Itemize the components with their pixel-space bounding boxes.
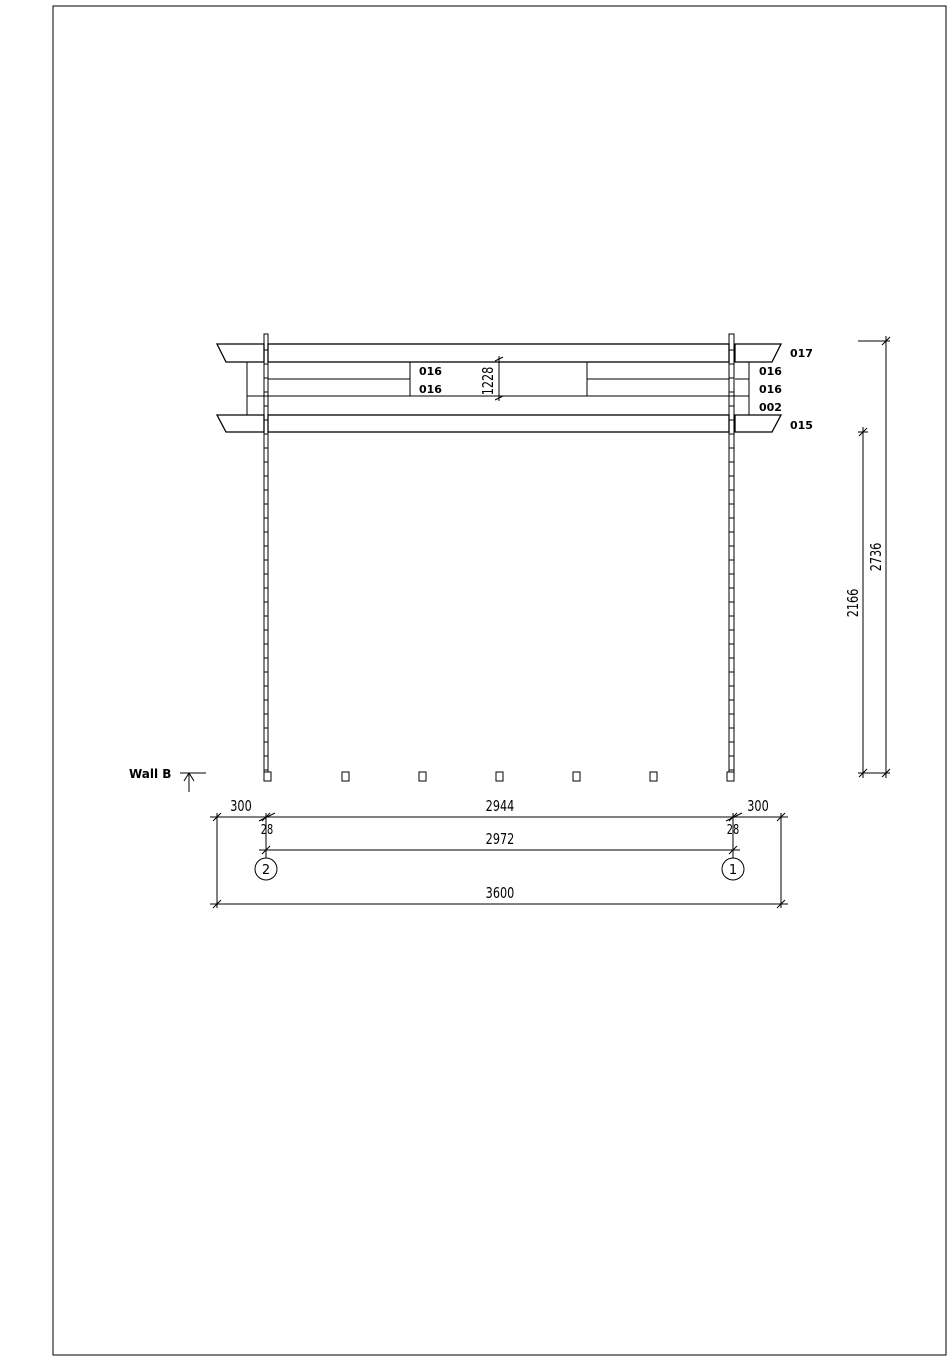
- left-post: [264, 334, 268, 772]
- dim-28-left: 28: [260, 821, 274, 838]
- label-016-left-upper: 016: [419, 365, 442, 378]
- svg-text:1: 1: [728, 863, 738, 878]
- floor-markers: [264, 772, 734, 781]
- bottom-beam: [217, 415, 781, 432]
- right-post: [729, 334, 734, 772]
- sheet-frame: [53, 6, 946, 1355]
- svg-text:2: 2: [261, 863, 271, 878]
- grid-marker-1: [722, 858, 744, 880]
- label-016-right-upper: 016: [759, 365, 782, 378]
- dim-300-left: 300: [230, 798, 252, 816]
- label-016-left-lower: 016: [419, 383, 442, 396]
- label-016-right-middle: 016: [759, 383, 782, 396]
- grid-marker-2: [255, 858, 277, 880]
- wall-boards: [247, 362, 749, 415]
- dim-28-right: 28: [726, 821, 740, 838]
- dim-2944: 2944: [485, 798, 515, 816]
- label-015: 015: [790, 419, 813, 432]
- dim-1228: 1228: [480, 366, 498, 396]
- dim-2166: 2166: [845, 588, 863, 618]
- dim-300-right: 300: [747, 798, 769, 816]
- section-arrow-icon: [180, 773, 206, 792]
- wall-label: Wall B: [129, 767, 172, 781]
- dim-2736: 2736: [868, 542, 886, 572]
- dim-3600: 3600: [485, 885, 515, 903]
- label-017: 017: [790, 347, 813, 360]
- label-002: 002: [759, 401, 782, 414]
- dim-2972: 2972: [485, 831, 515, 849]
